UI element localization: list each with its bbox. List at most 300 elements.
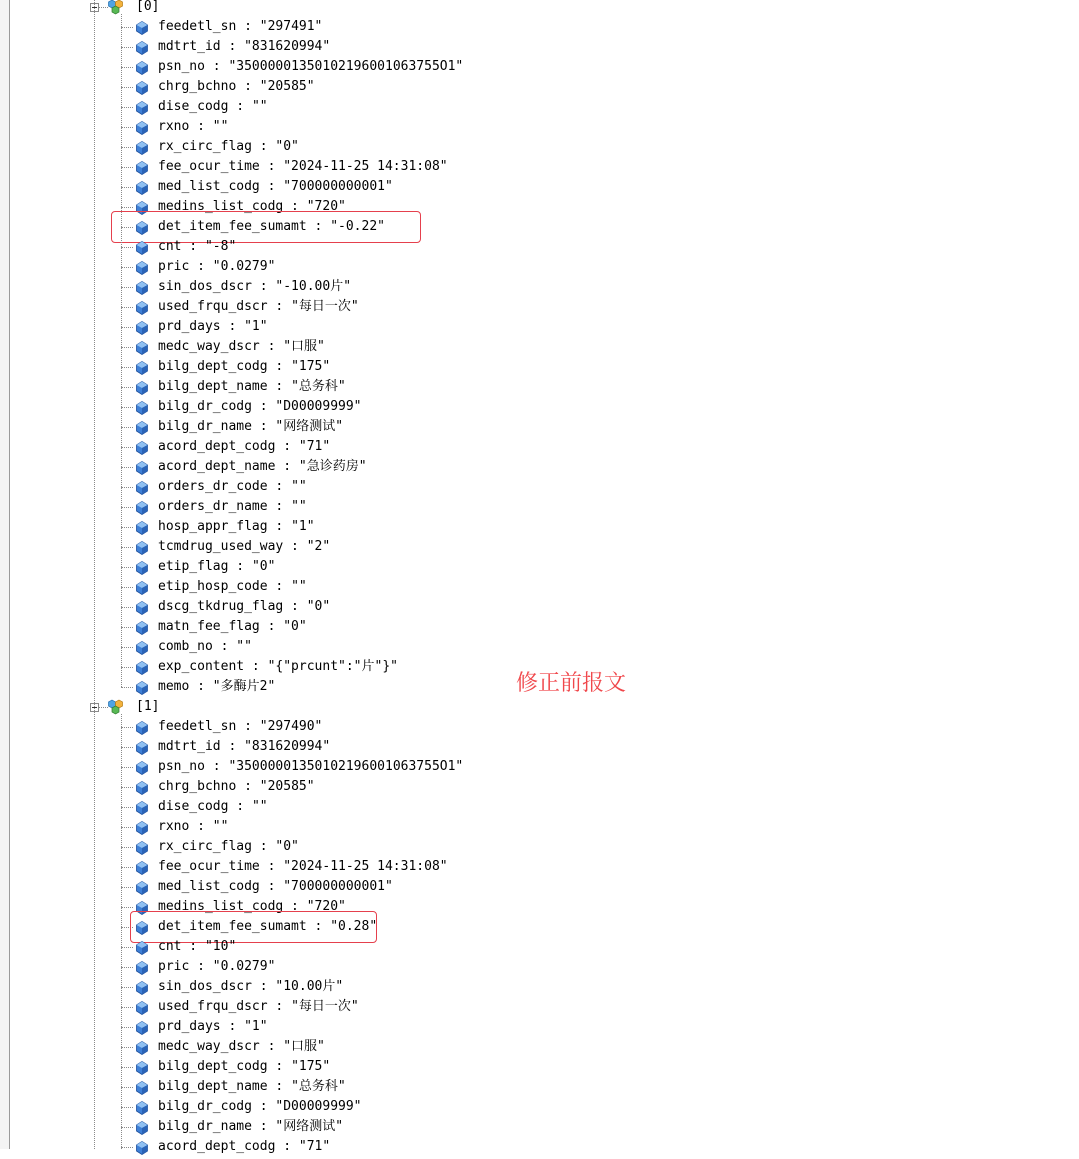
- field-label: [158, 277, 351, 297]
- tree-connector: [121, 87, 133, 88]
- tree-connector: [121, 467, 133, 468]
- field-label: [158, 977, 343, 997]
- field-key: prd_days: [158, 319, 221, 334]
- value-node-icon: [136, 80, 148, 94]
- field-value: "": [212, 119, 229, 134]
- field-separator: :: [189, 679, 213, 694]
- tree-node-field[interactable]: [0, 1137, 700, 1157]
- value-node-icon: [136, 280, 148, 294]
- field-separator: :: [220, 1019, 245, 1034]
- tree-node-field[interactable]: [0, 857, 700, 877]
- field-key: bilg_dr_codg: [158, 399, 252, 414]
- field-label: [158, 77, 315, 97]
- field-key: orders_dr_code: [158, 479, 268, 494]
- field-separator: :: [251, 399, 276, 414]
- tree-connector: [121, 387, 133, 388]
- field-key: medc_way_dscr: [158, 339, 260, 354]
- field-label: [158, 577, 307, 597]
- field-value: "D00009999": [275, 399, 362, 414]
- field-key: dise_codg: [158, 99, 229, 114]
- field-label: [158, 937, 236, 957]
- tree-connector: [121, 747, 133, 748]
- field-label: [158, 237, 236, 257]
- field-value: "-0.22": [330, 219, 385, 234]
- tree-node-field[interactable]: [0, 57, 700, 77]
- tree-node-field[interactable]: [0, 77, 700, 97]
- tree-connector: [121, 787, 133, 788]
- field-value: "71": [298, 1139, 331, 1154]
- field-key: bilg_dr_name: [158, 419, 252, 434]
- tree-connector: [121, 147, 133, 148]
- field-separator: :: [267, 479, 292, 494]
- field-key: bilg_dr_codg: [158, 1099, 252, 1114]
- field-value: "0": [251, 559, 276, 574]
- value-node-icon: [136, 680, 148, 694]
- tree-node-field[interactable]: [0, 637, 700, 657]
- tree-node-field[interactable]: [0, 717, 700, 737]
- field-key: acord_dept_codg: [158, 439, 276, 454]
- field-key: acord_dept_codg: [158, 1139, 276, 1154]
- tree-connector: [121, 287, 133, 288]
- field-label: [158, 417, 343, 437]
- value-node-icon: [136, 460, 148, 474]
- object-node-label: [1]: [136, 699, 160, 714]
- field-separator: :: [306, 919, 331, 934]
- field-separator: :: [228, 799, 252, 814]
- field-label: [158, 837, 299, 857]
- field-label: [158, 877, 393, 897]
- field-key: psn_no: [158, 759, 205, 774]
- value-node-icon: [136, 320, 148, 334]
- field-key: mdtrt_id: [158, 39, 221, 54]
- tree-node-field[interactable]: [0, 837, 700, 857]
- object-node-icon: [108, 699, 126, 715]
- field-value: "71": [298, 439, 331, 454]
- tree-connector: [121, 167, 133, 168]
- field-label: [158, 357, 330, 377]
- field-key: chrg_bchno: [158, 79, 237, 94]
- field-label: [158, 37, 330, 57]
- tree-node-field[interactable]: [0, 377, 700, 397]
- field-separator: :: [251, 839, 276, 854]
- value-node-icon: [136, 260, 148, 274]
- value-node-icon: [136, 160, 148, 174]
- value-node-icon: [136, 820, 148, 834]
- value-node-icon: [136, 540, 148, 554]
- field-value: "10": [204, 939, 237, 954]
- field-value: "多酶片2": [212, 679, 276, 694]
- field-value: "20585": [259, 779, 315, 794]
- field-label: [158, 457, 367, 477]
- tree-connector: [121, 367, 133, 368]
- field-value: "0": [275, 839, 299, 854]
- field-label: [158, 137, 299, 157]
- field-value: "": [236, 639, 252, 654]
- field-separator: :: [259, 859, 284, 874]
- field-separator: :: [283, 599, 307, 614]
- field-label: [158, 317, 268, 337]
- field-key: pric: [158, 959, 190, 974]
- field-value: "0.28": [330, 919, 378, 934]
- value-node-icon: [136, 360, 148, 374]
- value-node-icon: [136, 800, 148, 814]
- tree-node-field[interactable]: [0, 597, 700, 617]
- tree-connector: [121, 1007, 133, 1008]
- tree-connector: [99, 7, 108, 8]
- field-value: "2": [306, 539, 331, 554]
- tree-node-field[interactable]: [0, 777, 700, 797]
- tree-node-field[interactable]: [0, 97, 700, 117]
- tree-node-field[interactable]: [0, 317, 700, 337]
- tree-node-field[interactable]: [0, 877, 700, 897]
- value-node-icon: [136, 840, 148, 854]
- tree-connector: [121, 687, 133, 688]
- tree-connector: [121, 527, 133, 528]
- tree-node-field[interactable]: [0, 937, 700, 957]
- field-key: cnt: [158, 239, 182, 254]
- tree-connector: [121, 507, 133, 508]
- field-key: mdtrt_id: [158, 739, 221, 754]
- tree-node-field[interactable]: [0, 997, 700, 1017]
- field-separator: :: [259, 179, 284, 194]
- tree-node-field[interactable]: [0, 517, 700, 537]
- field-key: tcmdrug_used_way: [158, 539, 284, 554]
- tree-connector: [121, 427, 133, 428]
- field-value: "总务科": [291, 379, 346, 394]
- tree-node-field[interactable]: [0, 817, 700, 837]
- tree-node-object[interactable]: [0, 697, 700, 717]
- value-node-icon: [136, 1080, 148, 1094]
- field-value: "口服": [283, 339, 325, 354]
- field-separator: :: [220, 319, 245, 334]
- field-label: [158, 557, 275, 577]
- tree-node-field[interactable]: [0, 297, 700, 317]
- field-key: sin_dos_dscr: [158, 279, 252, 294]
- field-value: "": [251, 799, 268, 814]
- field-value: "35000001350102196001063755O1": [228, 759, 464, 774]
- field-label: [158, 1137, 330, 1157]
- field-value: "总务科": [291, 1079, 346, 1094]
- field-separator: :: [236, 779, 260, 794]
- tree-connector: [121, 967, 133, 968]
- field-value: "2024-11-25 14:31:08": [283, 859, 448, 874]
- field-value: "1": [244, 1019, 268, 1034]
- field-key: bilg_dept_codg: [158, 359, 268, 374]
- value-node-icon: [136, 740, 148, 754]
- field-value: "1": [291, 519, 315, 534]
- field-separator: :: [259, 1039, 284, 1054]
- field-label: [158, 397, 362, 417]
- field-value: "": [212, 819, 229, 834]
- field-separator: :: [267, 1059, 292, 1074]
- field-label: [158, 1017, 268, 1037]
- field-separator: :: [204, 759, 229, 774]
- tree-connector: [121, 207, 133, 208]
- tree-node-field[interactable]: [0, 457, 700, 477]
- field-key: etip_hosp_code: [158, 579, 268, 594]
- field-value: "急诊药房": [298, 459, 367, 474]
- tree-node-object[interactable]: [0, 0, 700, 17]
- field-label: [158, 1117, 343, 1137]
- field-key: rxno: [158, 819, 190, 834]
- tree-node-field[interactable]: [0, 157, 700, 177]
- value-node-icon: [136, 780, 148, 794]
- value-node-icon: [136, 1060, 148, 1074]
- field-value: "0": [283, 619, 307, 634]
- tree-node-field[interactable]: [0, 37, 700, 57]
- field-separator: :: [267, 299, 292, 314]
- tree-node-field[interactable]: [0, 257, 700, 277]
- field-separator: :: [228, 559, 252, 574]
- tree-connector: [121, 587, 133, 588]
- tree-connector: [121, 867, 133, 868]
- field-label: [158, 177, 393, 197]
- tree-connector: [121, 567, 133, 568]
- tree-connector: [121, 487, 133, 488]
- field-separator: :: [244, 659, 268, 674]
- field-value: "": [291, 579, 307, 594]
- field-value: "720": [306, 199, 346, 214]
- value-node-icon: [136, 880, 148, 894]
- field-key: bilg_dept_name: [158, 379, 268, 394]
- field-key: matn_fee_flag: [158, 619, 260, 634]
- field-separator: :: [267, 1079, 292, 1094]
- tree-node-field[interactable]: [0, 17, 700, 37]
- tree-node-field[interactable]: [0, 1037, 700, 1057]
- field-separator: :: [251, 1099, 276, 1114]
- tree-connector: [121, 947, 133, 948]
- tree-connector: [121, 727, 133, 728]
- tree-node-field[interactable]: [0, 477, 700, 497]
- tree-node-field[interactable]: [0, 1117, 700, 1137]
- tree-connector: [121, 127, 133, 128]
- object-node-icon: [108, 0, 126, 15]
- field-separator: :: [275, 459, 299, 474]
- value-node-icon: [136, 520, 148, 534]
- value-node-icon: [136, 120, 148, 134]
- field-key: fee_ocur_time: [158, 159, 260, 174]
- field-key: comb_no: [158, 639, 213, 654]
- field-key: psn_no: [158, 59, 205, 74]
- field-key: dscg_tkdrug_flag: [158, 599, 284, 614]
- field-key: prd_days: [158, 1019, 221, 1034]
- value-node-icon: [136, 60, 148, 74]
- tree-connector: [121, 1147, 133, 1148]
- field-label: [158, 1057, 330, 1077]
- tree-connector: [121, 247, 133, 248]
- field-value: "20585": [259, 79, 315, 94]
- value-node-icon: [136, 980, 148, 994]
- field-separator: :: [236, 79, 260, 94]
- tree-connector: [121, 347, 133, 348]
- field-separator: :: [259, 619, 284, 634]
- value-node-icon: [136, 600, 148, 614]
- field-separator: :: [259, 339, 284, 354]
- tree-connector: [99, 707, 108, 708]
- tree-node-field[interactable]: [0, 1017, 700, 1037]
- field-separator: :: [259, 159, 284, 174]
- tree-node-field[interactable]: [0, 1077, 700, 1097]
- value-node-icon: [136, 660, 148, 674]
- field-label: [158, 57, 463, 77]
- tree-node-field[interactable]: [0, 537, 700, 557]
- field-label: [158, 517, 315, 537]
- tree-node-field[interactable]: [0, 1057, 700, 1077]
- field-separator: :: [181, 939, 205, 954]
- tree-connector: [121, 1067, 133, 1068]
- field-separator: :: [267, 499, 292, 514]
- tree-node-field[interactable]: [0, 757, 700, 777]
- tree-node-field[interactable]: [0, 797, 700, 817]
- field-value: "175": [291, 359, 331, 374]
- field-label: [158, 297, 359, 317]
- tree-node-field[interactable]: [0, 437, 700, 457]
- field-value: "每日一次": [291, 299, 359, 314]
- value-node-icon: [136, 1020, 148, 1034]
- tree-connector: [121, 627, 133, 628]
- tree-node-field[interactable]: [0, 497, 700, 517]
- tree-connector: [121, 1127, 133, 1128]
- field-separator: :: [212, 639, 237, 654]
- field-value: "700000000001": [283, 179, 393, 194]
- field-separator: :: [283, 539, 307, 554]
- tree-node-field[interactable]: [0, 617, 700, 637]
- field-label: [158, 17, 322, 37]
- field-label: [158, 157, 448, 177]
- field-value: "D00009999": [275, 1099, 362, 1114]
- field-label: [158, 757, 463, 777]
- tree-connector: [121, 14, 122, 687]
- field-separator: :: [251, 139, 276, 154]
- value-node-icon: [136, 500, 148, 514]
- value-node-icon: [136, 40, 148, 54]
- field-label: [158, 737, 330, 757]
- field-key: cnt: [158, 939, 182, 954]
- field-separator: :: [267, 579, 292, 594]
- tree-node-field[interactable]: [0, 357, 700, 377]
- field-value: "2024-11-25 14:31:08": [283, 159, 448, 174]
- field-separator: :: [267, 519, 292, 534]
- field-label: [158, 617, 307, 637]
- field-label: [158, 257, 275, 277]
- tree-node-field[interactable]: [0, 557, 700, 577]
- tree-connector: [121, 27, 133, 28]
- field-separator: :: [189, 959, 213, 974]
- field-value: "-8": [204, 239, 237, 254]
- value-node-icon: [136, 20, 148, 34]
- field-value: "0.0279": [212, 259, 276, 274]
- value-node-icon: [136, 640, 148, 654]
- tree-connector: [94, 0, 95, 1149]
- field-label: [158, 337, 325, 357]
- field-value: "每日一次": [291, 999, 359, 1014]
- field-key: med_list_codg: [158, 179, 260, 194]
- field-value: "网络测试": [275, 1119, 344, 1134]
- field-value: "口服": [283, 1039, 325, 1054]
- value-node-icon: [136, 620, 148, 634]
- value-node-icon: [136, 180, 148, 194]
- tree-connector: [121, 1047, 133, 1048]
- tree-node-field[interactable]: [0, 337, 700, 357]
- field-label: [158, 997, 359, 1017]
- tree-connector: [121, 1087, 133, 1088]
- tree-node-field[interactable]: [0, 277, 700, 297]
- field-key: medc_way_dscr: [158, 1039, 260, 1054]
- tree-connector: [121, 807, 133, 808]
- tree-connector: [121, 1027, 133, 1028]
- tree-connector: [121, 907, 133, 908]
- field-separator: :: [220, 739, 245, 754]
- field-separator: :: [189, 119, 213, 134]
- field-key: rx_circ_flag: [158, 139, 252, 154]
- field-separator: :: [251, 979, 276, 994]
- value-node-icon: [136, 140, 148, 154]
- field-label: [158, 117, 228, 137]
- tree-connector: [121, 887, 133, 888]
- value-node-icon: [136, 480, 148, 494]
- value-node-icon: [136, 720, 148, 734]
- object-node-label: [0]: [136, 0, 160, 14]
- field-value: "10.00片": [275, 979, 344, 994]
- field-key: det_item_fee_sumamt: [158, 219, 307, 234]
- value-node-icon: [136, 1120, 148, 1134]
- field-value: "175": [291, 1059, 331, 1074]
- field-key: medins_list_codg: [158, 899, 284, 914]
- value-node-icon: [136, 420, 148, 434]
- field-value: "0": [275, 139, 299, 154]
- field-key: medins_list_codg: [158, 199, 284, 214]
- value-node-icon: [136, 440, 148, 454]
- field-label: [158, 1037, 325, 1057]
- field-label: [158, 777, 315, 797]
- value-node-icon: [136, 1040, 148, 1054]
- tree-node-field[interactable]: [0, 417, 700, 437]
- value-node-icon: [136, 1100, 148, 1114]
- field-value: "297491": [259, 19, 323, 34]
- field-value: "831620994": [244, 39, 331, 54]
- tree-node-field[interactable]: [0, 577, 700, 597]
- field-key: feedetl_sn: [158, 19, 237, 34]
- value-node-icon: [136, 340, 148, 354]
- field-value: "700000000001": [283, 879, 393, 894]
- tree-node-field[interactable]: [0, 237, 700, 257]
- tree-node-field[interactable]: [0, 1097, 700, 1117]
- tree-node-field[interactable]: [0, 177, 700, 197]
- tree-connector: [121, 607, 133, 608]
- tree-connector: [121, 827, 133, 828]
- tree-node-field[interactable]: [0, 397, 700, 417]
- field-value: "831620994": [244, 739, 331, 754]
- tree-node-field[interactable]: [0, 117, 700, 137]
- field-label: [158, 677, 275, 697]
- field-key: rxno: [158, 119, 190, 134]
- tree-node-field[interactable]: [0, 977, 700, 997]
- value-node-icon: [136, 100, 148, 114]
- tree-node-field[interactable]: [0, 137, 700, 157]
- tree-connector: [121, 327, 133, 328]
- field-separator: :: [267, 359, 292, 374]
- field-key: det_item_fee_sumamt: [158, 919, 307, 934]
- field-separator: :: [283, 899, 307, 914]
- tree-node-field[interactable]: [0, 737, 700, 757]
- field-label: [158, 377, 346, 397]
- field-value: "35000001350102196001063755O1": [228, 59, 464, 74]
- tree-connector: [121, 187, 133, 188]
- field-key: bilg_dept_name: [158, 1079, 268, 1094]
- tree-node-field[interactable]: [0, 957, 700, 977]
- field-label: [158, 437, 330, 457]
- field-separator: :: [236, 719, 260, 734]
